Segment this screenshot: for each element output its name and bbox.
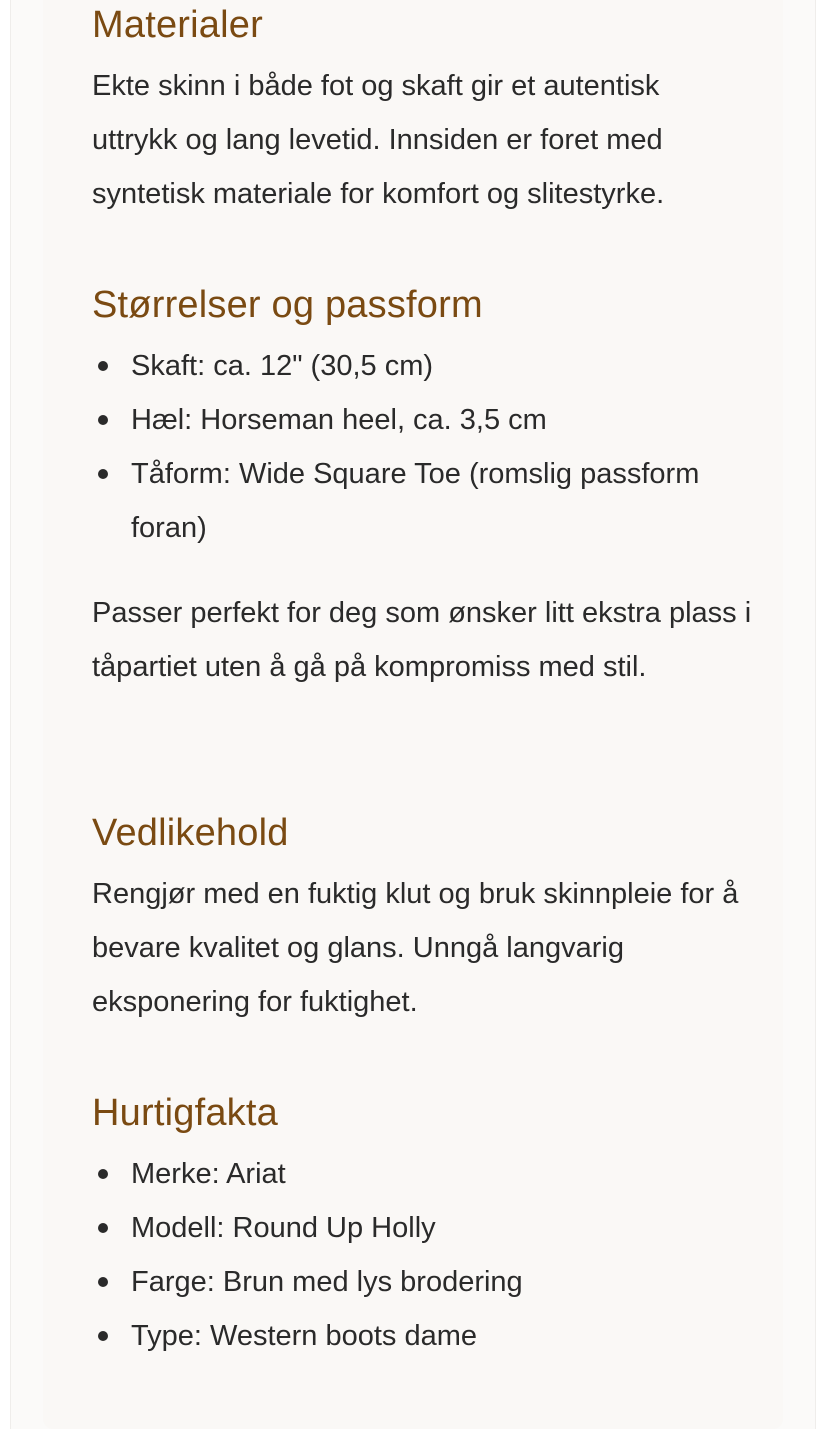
list-item xyxy=(92,339,752,393)
materialer-text: Ekte skinn i både fot og skaft gir et autentisk uttrykk og lang levetid. Innsiden er foret med syntetisk materiale for komfort og slitestyrke. xyxy=(92,70,665,210)
list-item-text: Modell: Round Up Holly xyxy=(131,1212,436,1244)
heading-storrelser: Størrelser og passform xyxy=(92,284,483,326)
list-item xyxy=(92,393,752,447)
bullet-icon xyxy=(98,415,108,425)
bullet-icon xyxy=(98,469,108,479)
list-item-text: Tåform: Wide Square Toe (romslig passform foran) xyxy=(131,458,700,544)
list-item-text: Farge: Brun med lys brodering xyxy=(131,1266,523,1298)
bullet-icon xyxy=(98,1331,108,1341)
heading-vedlikehold: Vedlikehold xyxy=(92,812,289,854)
list-item-text: Hæl: Horseman heel, ca. 3,5 cm xyxy=(131,404,547,436)
hurtigfakta-list xyxy=(92,1147,523,1363)
list-item xyxy=(92,1147,523,1201)
bullet-icon xyxy=(98,1277,108,1287)
bullet-icon xyxy=(98,1169,108,1179)
bullet-icon xyxy=(98,361,108,371)
list-item xyxy=(92,447,752,555)
vedlikehold-text: Rengjør med en fuktig klut og bruk skinnpleie for å bevare kvalitet og glans. Unngå langvarig eksponering for fuktighet. xyxy=(92,878,739,1018)
list-item-text: Skaft: ca. 12" (30,5 cm) xyxy=(131,350,434,382)
storrelser-text: Passer perfekt for deg som ønsker litt ekstra plass i tåpartiet uten å gå på kompromiss med stil. xyxy=(92,597,752,683)
list-item-text: Merke: Ariat xyxy=(131,1158,286,1190)
list-item xyxy=(92,1309,523,1363)
heading-materialer: Materialer xyxy=(92,4,263,46)
bullet-icon xyxy=(98,1223,108,1233)
list-item xyxy=(92,1255,523,1309)
list-item-text: Type: Western boots dame xyxy=(131,1320,478,1352)
heading-hurtigfakta: Hurtigfakta xyxy=(92,1092,278,1134)
storrelser-list xyxy=(92,339,752,555)
list-item xyxy=(92,1201,523,1255)
